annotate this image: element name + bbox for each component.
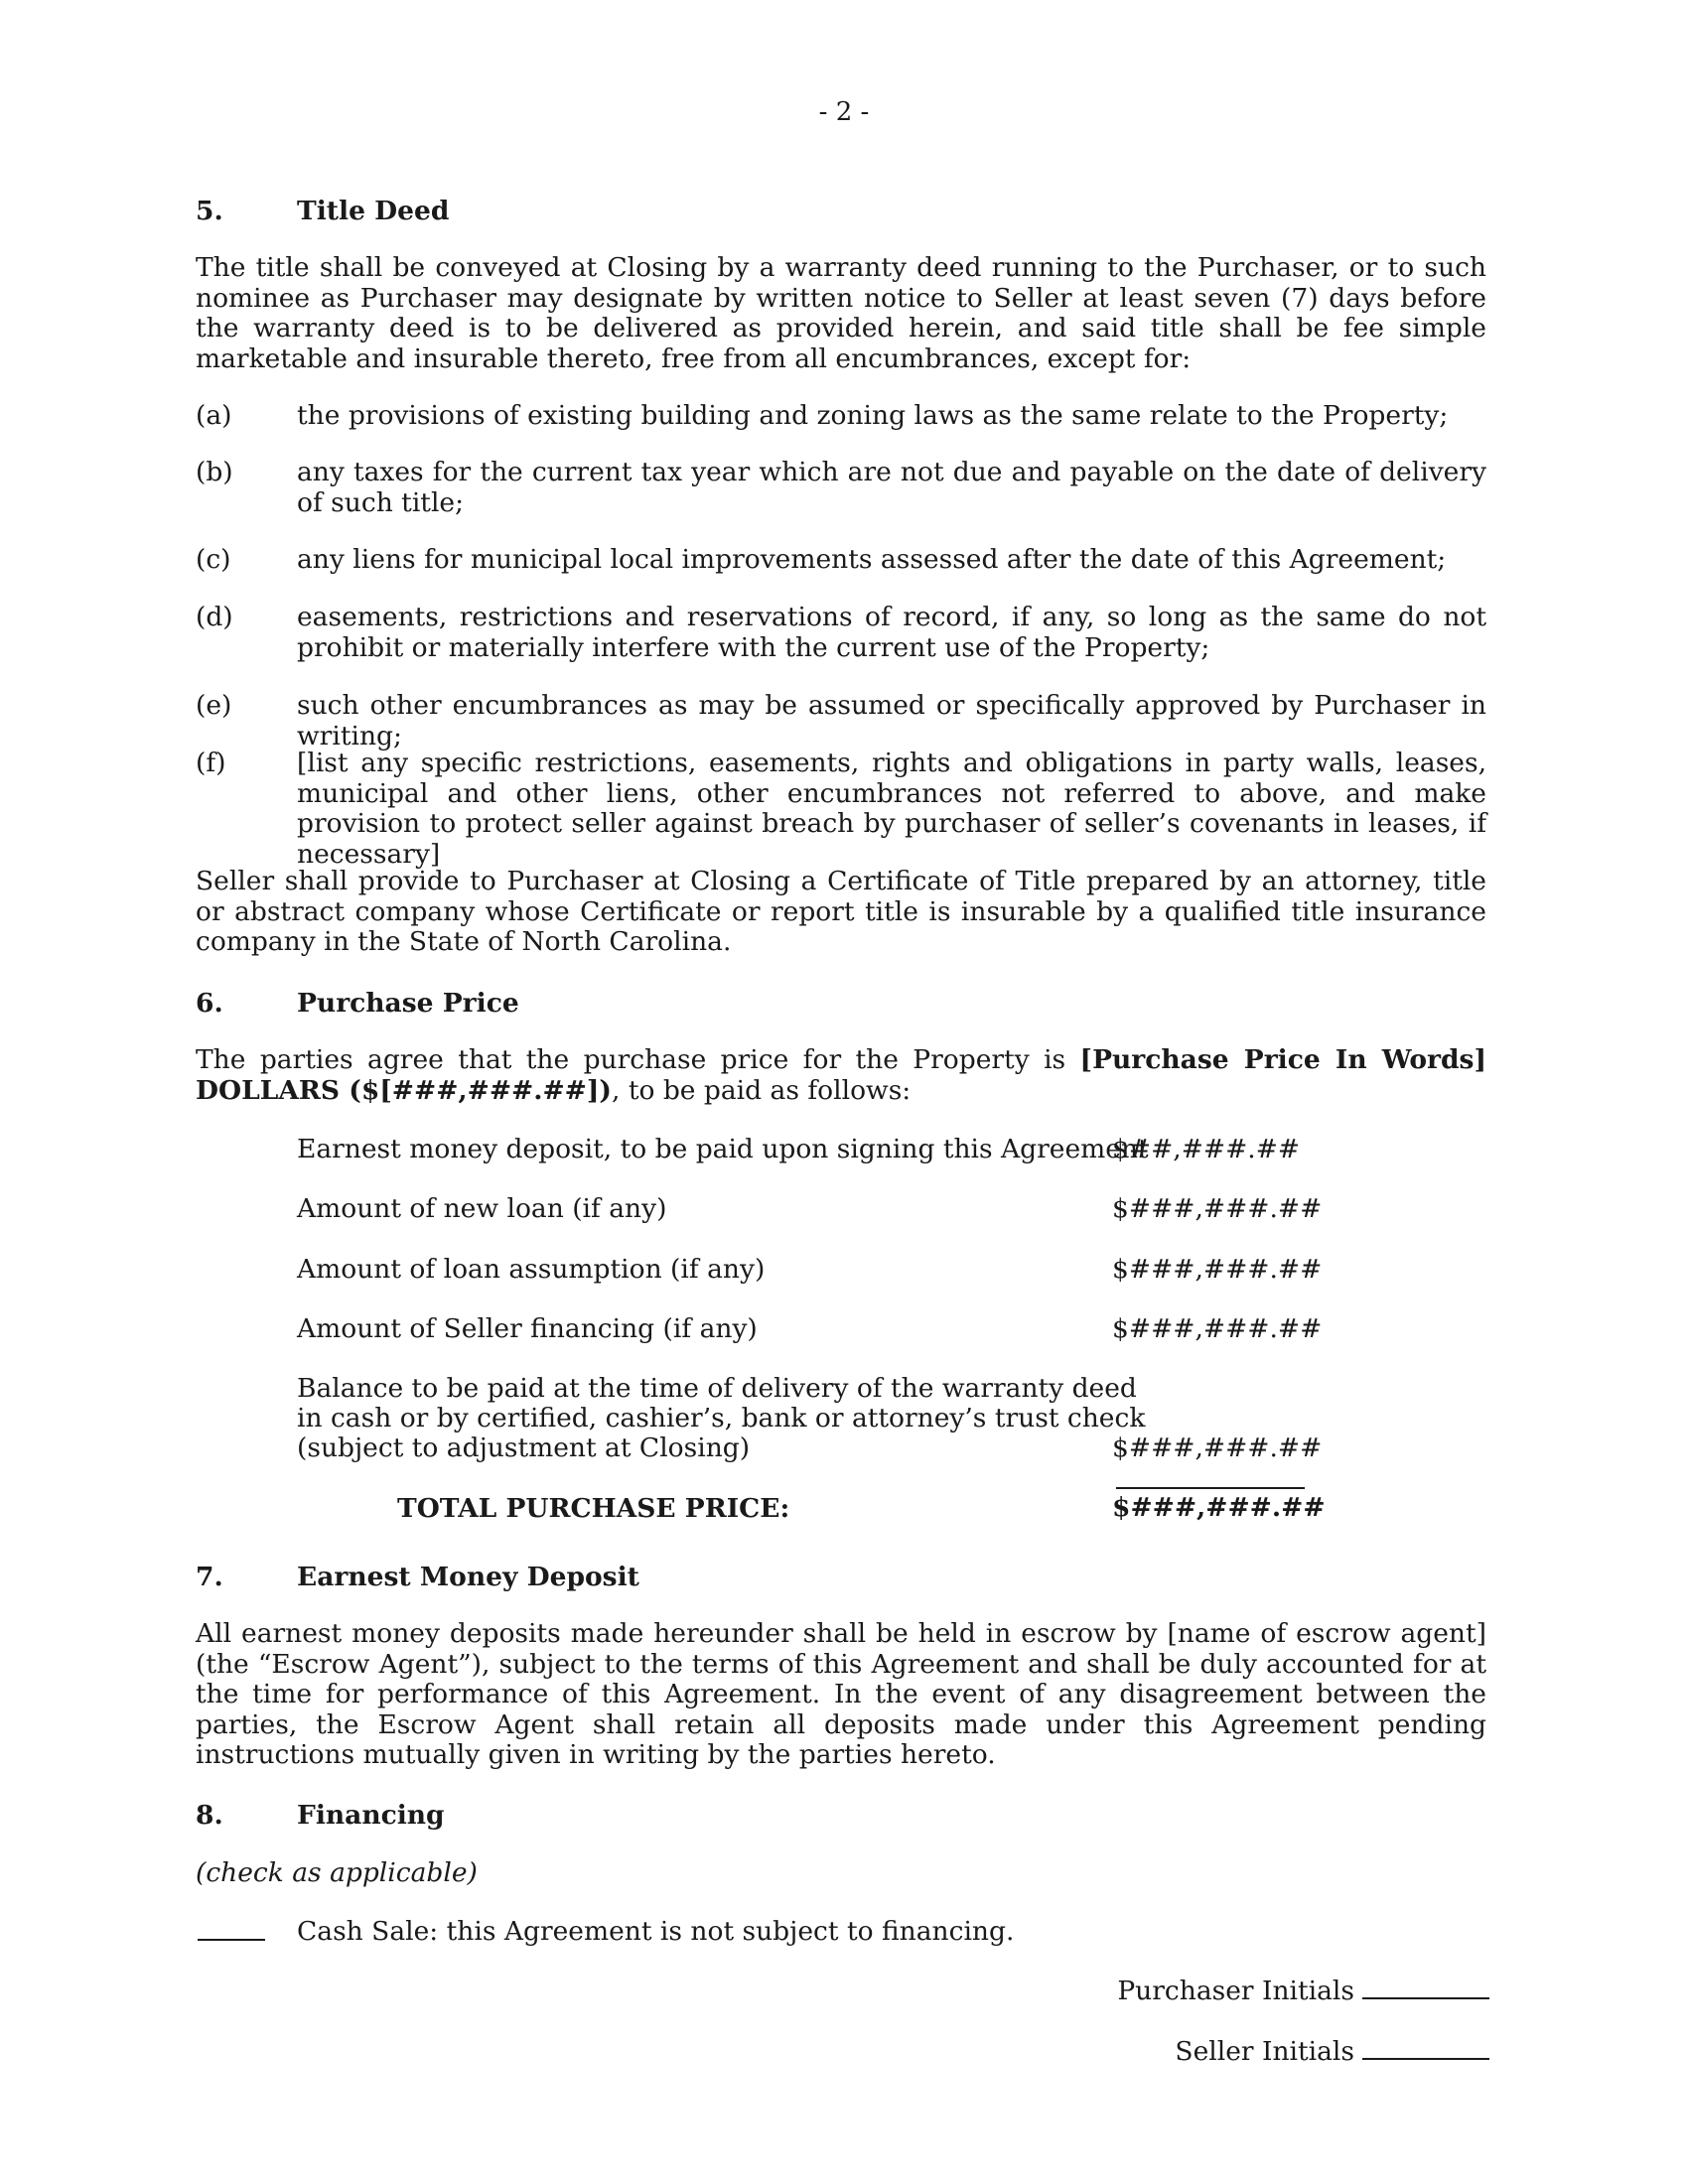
page-number: - 2 - — [818, 97, 870, 127]
seller-initials — [1175, 2036, 1489, 2067]
purchaser-initials-field[interactable] — [1362, 1976, 1489, 1999]
seller-initials-field[interactable] — [1362, 2036, 1489, 2060]
list-item-label: (f) — [196, 748, 226, 778]
section-number: 5. — [196, 196, 223, 226]
section-title: Title Deed — [297, 196, 450, 226]
section-number: 7. — [196, 1562, 223, 1592]
list-item-label: (c) — [196, 544, 231, 575]
seller-initials-label: Seller Initials — [1175, 2036, 1354, 2067]
purchaser-initials-label: Purchaser Initials — [1117, 1976, 1354, 2006]
total-amount: $###,###.## — [1112, 1492, 1326, 1523]
list-item-label: (e) — [196, 690, 232, 721]
list-item-text: the provisions of existing building and zoning laws as the same relate to the Property; — [297, 400, 1449, 431]
payment-label: Amount of loan assumption (if any) — [297, 1254, 766, 1285]
section-8-heading — [196, 1800, 445, 1831]
section-number: 8. — [196, 1800, 223, 1831]
payment-amount: $###,###.## — [1112, 1193, 1323, 1224]
purchaser-initials — [1117, 1976, 1489, 2006]
check-note: (check as applicable) — [196, 1857, 478, 1888]
financing-option: Cash Sale: this Agreement is not subject to financing. — [297, 1916, 1015, 1947]
list-item-text: any taxes for the current tax year which are not due and payable on the date of delivery of such title; — [297, 457, 1486, 518]
total-label: TOTAL PURCHASE PRICE: — [397, 1493, 790, 1524]
list-item-text: any liens for municipal local improvements assessed after the date of this Agreement; — [297, 544, 1447, 575]
section-5-closing: Seller shall provide to Purchaser at Closing a Certificate of Title prepared by an attorney, title or abstract company whose Certificate or report title is insurable by a qualified title insurance company in the State of North Carolina. — [196, 866, 1486, 957]
list-item-label: (a) — [196, 400, 232, 431]
balance-label-line: (subject to adjustment at Closing) — [297, 1433, 751, 1463]
payment-amount: $##,###.## — [1112, 1134, 1301, 1164]
purchase-price-placeholder: [Purchase Price In Words] DOLLARS ($[###,###.##]) — [196, 1044, 1487, 1106]
section-6-heading — [196, 988, 519, 1019]
section-title: Purchase Price — [297, 988, 519, 1019]
list-item-label: (b) — [196, 457, 233, 487]
section-7-body: All earnest money deposits made hereunder shall be held in escrow by [name of escrow agent] (the “Escrow Agent”), subject to the terms of this Agreement and shall be duly accounted for at the time for performance of this Agreement. In the event of any disagreement between the parties, the Escrow Agent shall retain all deposits made under this Agreement pending instructions mutually given in writing by the parties hereto. — [196, 1618, 1486, 1770]
section-5-intro: The title shall be conveyed at Closing by a warranty deed running to the Purchaser, or to such nominee as Purchaser may designate by written notice to Seller at least seven (7) days before the warranty deed is to be delivered as provided herein, and said title shall be fee simple marketable and insurable thereto, free from all encumbrances, except for: — [196, 252, 1486, 374]
check-blank[interactable] — [198, 1939, 265, 1941]
balance-label-line: Balance to be paid at the time of delivery of the warranty deed — [297, 1373, 1137, 1404]
intro-text-end: , to be paid as follows: — [611, 1074, 912, 1106]
list-item-text: [list any specific restrictions, easements, rights and obligations in party walls, leases, municipal and other liens, other encumbrances not referred to above, and make provision to protect seller against breach by purchaser of seller’s covenants in leases, if necessary] — [297, 748, 1486, 870]
payment-label: Amount of Seller financing (if any) — [297, 1313, 758, 1344]
payment-label: Amount of new loan (if any) — [297, 1193, 667, 1224]
section-title: Financing — [297, 1800, 445, 1831]
payment-label: Earnest money deposit, to be paid upon signing this Agreement — [297, 1134, 1149, 1164]
payment-amount: $###,###.## — [1112, 1313, 1323, 1344]
intro-text: The parties agree that the purchase price for the Property is — [196, 1044, 1080, 1075]
total-rule — [1116, 1487, 1305, 1489]
list-item-text: easements, restrictions and reservations of record, if any, so long as the same do not prohibit or materially interfere with the current use of the Property; — [297, 602, 1486, 663]
balance-label-line: in cash or by certified, cashier’s, bank or attorney’s trust check — [297, 1403, 1146, 1433]
section-number: 6. — [196, 988, 223, 1019]
list-item-label: (d) — [196, 602, 233, 632]
section-6-intro — [196, 1045, 1486, 1106]
section-title: Earnest Money Deposit — [297, 1562, 639, 1592]
section-5-heading — [196, 196, 449, 226]
section-7-heading — [196, 1562, 639, 1592]
balance-amount: $###,###.## — [1112, 1433, 1323, 1463]
list-item-text: such other encumbrances as may be assumed or specifically approved by Purchaser in writing; — [297, 690, 1486, 751]
payment-amount: $###,###.## — [1112, 1254, 1323, 1285]
